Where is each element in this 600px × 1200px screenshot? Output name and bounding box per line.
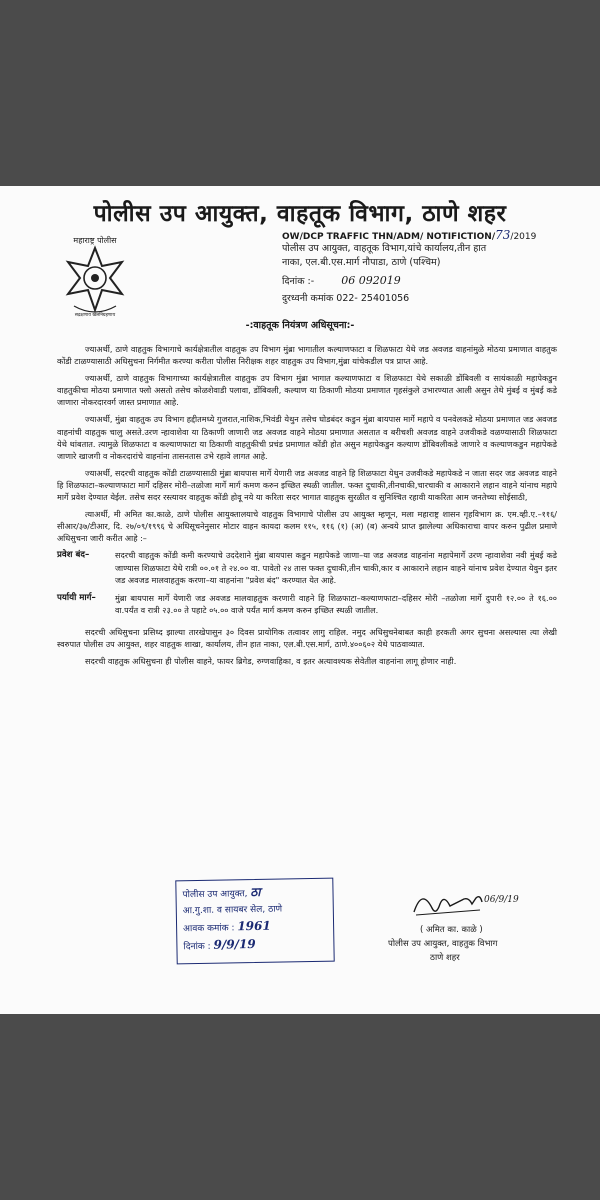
bottom-dark-band xyxy=(0,1014,600,1200)
entry-closed-section xyxy=(57,549,557,585)
section-text: मुंब्रा बायपास मार्गे येणारी जड अवजड मालवाहतुक करणारी वाहने हि शिळफाटा–कल्याणफाटा–दहिसर मोरी –तळोजा मार्गे दुपारी १२.०० ते १६.०० वा.पर्यंत व रात्री २३.०० ते पहाटे ०५.०० वाजे पर्यंत मार्ग कमण करुन इच्छित स्थळी जातील. xyxy=(115,592,557,615)
stamp-line1: पोलीस उप आयुक्त, ठा xyxy=(182,884,261,901)
document-heading: -:वाहतूक नियंत्रण अधिसूचना:- xyxy=(245,320,355,331)
stamp-line3: आवक कमांक : 1961 xyxy=(183,918,271,935)
top-dark-band xyxy=(0,0,600,186)
reference-number: 73 xyxy=(495,228,511,242)
paragraph: त्याअर्थी, मी अमित का.काळे, ठाणे पोलीस आयुक्तालयाचे वाहतुक विभागाचे पोलीस उप आयुक्त म्हणून, मला महाराष्ट्र शासन गृहविभाग क्र. एम.व्ही.ए.–११६/सीआर/३७/टीआर, दि. २७/०९/१९९६ चे अधिसूचनेनुसार मोटार वाहन कायदा कलम ११५, ११६ (१) (अ) (ब) अन्वये प्राप्त झालेल्या अधिकाराचा वापर करुन पुढील प्रमाणे अधिसुचना जारी करीत आहे :– xyxy=(57,509,557,544)
reference-line: OW/DCP TRAFFIC THN/ADM/ NOTIFICTION/73/2019 xyxy=(282,228,537,242)
office-address-line1: पोलीस उप आयुक्त, वाहतूक विभाग,यांचे कार्यालय,तीन हात xyxy=(282,243,487,254)
section-label: प्रवेश बंद– xyxy=(57,550,90,561)
paragraph: ज्याअर्थी, सदरची वाहतुक कोंडी टाळण्यासाठी मुंब्रा बायपास मार्गे येणारी जड अवजड वाहने हि शिळफाटा येथुन उजवीकडे महापेकडे न जाता सदर जड अवजड वाहने हि शिळफाटा–कल्याणफाटा मार्गे दहिसर मोरी–तळोजा मार्गे मार्ग कमण करुन इच्छित स्थळी जातील. फक्त दुचाकी,तीनचाकी,चारचाकी व आकाराने लहान वाहने यांनाच महापे मार्गे प्रवेश देण्यात येईल. तसेच सदर रस्त्यावर वाहतुक कोंडी होवू नये या करिता सदर भागात वाहतुक सुरळीत व सुनिश्चित रहावी याकरिता आम जनतेच्या सोईसाठी, xyxy=(57,467,557,503)
signatory-place: ठाणे शहर xyxy=(430,953,460,963)
section-label: पर्यायी मार्ग– xyxy=(57,592,96,603)
office-address-line2: नाका, एल.बी.एस.मार्ग नौपाडा, ठाणे (पश्चिम) xyxy=(282,257,441,268)
alternate-route-section xyxy=(57,592,557,616)
department-title: पोलीस उप आयुक्त, वाहतूक विभाग, ठाणे शहर xyxy=(93,201,507,227)
phone-number: दुरध्वनी कमांक 022- 25401056 xyxy=(282,293,410,304)
signature-date: 06/9/19 xyxy=(484,895,519,905)
section-text: सदरची वाहतुक कोंडी कमी करण्याचे उददेशाने मुंब्रा बायपास कडुन महापेकडे जाणा–या जड अवजड वाहनांना महापेमार्गे उरण न्हावाशेवा नवी मुंबई कडे जाण्यास शिळफाटा येथे रात्री ००.०१ ते २४.०० वा. पावेतो २४ तास फक्त दुचाकी,तीन चाकी,कार व आकाराने लहान वाहने यांनाच प्रवेश देण्यात येवुन इतर जड अवजड मालवाहतुक करणा–या वाहनांना "प्रवेश बंद" करण्यात येत आहे. xyxy=(115,550,557,585)
paragraph: ज्याअर्थी, ठाणे वाहतुक विभागाच्या कार्यक्षेत्रातील वाहतुक उप विभाग मुंब्रा भागात कल्याणफाटा व शिळफाटा येथे सकाळी डोंबिवली व सायंकाळी महापेकडुन वाहतुकीचा मोठया प्रमाणात फ्लो असतो तसेच कोळशेवाडी पलावा, डोंबिवली, कल्याण या ठिकाणी मोठया प्रमाणात गृहसंकुले उभारण्यात आली असुन तेथे मुंबई व मुंबई कडे जाणारा नोकरदारवर्ग जास्त प्रमाणात आहे. xyxy=(57,373,557,408)
reference-year: /2019 xyxy=(510,232,537,242)
seal-motto: सद्रक्षणाय खलनिग्रहणाय xyxy=(74,313,116,318)
inward-stamp xyxy=(175,878,334,965)
date-value: 06 092019 xyxy=(341,274,401,287)
signature-icon xyxy=(410,882,530,922)
closing-paragraph: सदरची वाहतुक अधिसुचना ही पोलीस वाहने, फायर ब्रिगेड, रुग्णवाहिका, व इतर अत्यावश्यक सेवेतील वाहनांना लागू होणार नाही. xyxy=(85,656,457,667)
closing-paragraph: सदरची अधिसुचना प्रसिध्द झाल्या तारखेपासुन ३० दिवस प्रायोगिक तत्वावर लागु राहिल. नमुद अधिसुचनेबाबत काही हरकती अगर सुचना असल्यास त्या लेखी स्वरुपात पोलीस उप आयुक्त, शहर वाहतुक शाखा, कार्यालय, तीन हात नाका, एल.बी.एस.मार्ग, ठाणे.४००६०२ येथे पाठवाव्यात. xyxy=(57,626,557,649)
notification-document xyxy=(0,186,600,1014)
seal-top-text: महाराष्ट्र पोलीस xyxy=(73,236,117,245)
date-label: दिनांक :- xyxy=(282,276,315,287)
signatory-title: पोलीस उप आयुक्त, वाहतुक विभाग xyxy=(388,939,498,949)
signatory-name: ( अमित का. काळे ) xyxy=(420,925,483,935)
document-body xyxy=(57,343,557,672)
stamp-line2: आ.गु.शा. व सायबर सेल, ठाणे xyxy=(182,904,283,917)
date-line xyxy=(282,274,401,289)
police-seal-icon xyxy=(52,234,138,320)
paragraph: ज्याअर्थी, ठाणे वाहतुक विभागाचे कार्यक्षेत्रातील वाहतुक उप विभाग मुंब्रा भागातील कल्याणफाटा व शिळफाटा येथे जड अवजड वाहनांमुळे मोठया प्रमाणात वाहतुक कोंडी टाळण्यासाठी अधिसुचना निर्गमीत करण्या करीता पोलीस निरीक्षक शहर वाहतुक उप विभाग,मुंब्रा यांचेकडील पत्र प्राप्त आहे. xyxy=(57,344,557,367)
stamp-line4: दिनांक : 9/9/19 xyxy=(183,936,256,953)
paragraph: ज्याअर्थी, मुंब्रा वाहतुक उप विभाग हद्दीतमध्ये गुजरात,नाशिक,भिवंडी येथुन तसेच घोडबंदर कडुन मुंब्रा बायपास मार्गे महापे व पनवेलकडे मोठया प्रमाणात जड अवजड वाहनांची वाहतुक चालु असते.उरण न्हावाशेवा या ठिकाणी जाणारी जड अवजड वाहने मोठया प्रमाणात असतात व बरीचशी अवजड वाहने उजवीकडे वळण्यासाठी शिळफाटा येथे थांबतात. त्यामुळे शिळफाटा व कल्याणफाटा या ठिकाणी वाहतुकीची प्रचंड प्रमाणात कोंडी होत असुन महापेकडुन कल्याण डोंबिवलीकडे जाणारे व कल्याणकडुन महापेकडे जाणारे खाजगी व नोकरदारांचे वाहनांना तासनतास उभे रहावे लागत आहे. xyxy=(57,414,557,461)
